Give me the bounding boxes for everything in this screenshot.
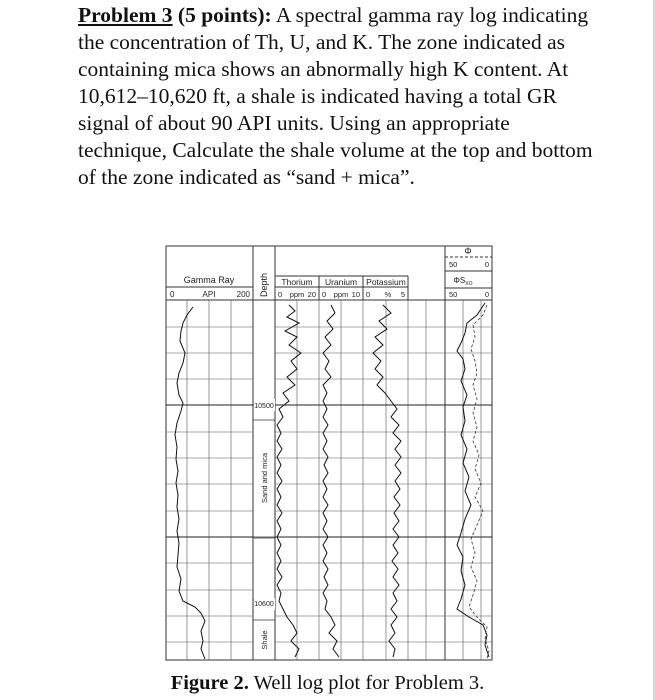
- log-frame: [166, 246, 492, 660]
- phi-sxo-label: $\Phi S_{XO}$: [453, 276, 473, 287]
- gamma-ray-title: Gamma Ray: [183, 275, 235, 285]
- phi-scale-min: 50: [449, 260, 458, 269]
- potassium-scale-unit: %: [384, 290, 392, 299]
- depth-track-title: Depth: [259, 272, 269, 298]
- potassium-header: Potassium: [366, 277, 406, 287]
- gamma-ray-curve: [175, 307, 205, 659]
- gamma-ray-min: 0: [170, 290, 175, 299]
- zone-label-sand-mica: Sand and mica: [260, 452, 269, 504]
- problem-label: Problem 3: [78, 3, 173, 27]
- uranium-scale-min: 0: [322, 290, 327, 299]
- potassium-curve: [373, 305, 401, 657]
- potassium-scale-max: 5: [400, 290, 405, 299]
- problem-text: A spectral gamma ray log indicating the concentration of Th, U, and K. The zone indicated as containing mica shows an abnormally high K content. At 10,612–10,620 ft, a shale is indicated having a total GR signal of about 90 API units. Using an appropriate technique, Calculate the shale volume at the top and bottom of the zone indicated as “sand + mica”.: [78, 3, 593, 189]
- thorium-scale-max: 20: [307, 290, 316, 299]
- problem-points: (5 points):: [177, 3, 272, 27]
- gamma-ray-unit: API: [202, 290, 216, 299]
- zone-label-shale: Shale: [260, 630, 269, 650]
- depth-label-10500: 10500: [254, 403, 274, 410]
- thorium-header: Thorium: [281, 277, 313, 287]
- uranium-header: Uranium: [324, 277, 358, 287]
- sxo-scale-max: 0: [484, 290, 489, 299]
- thorium-curve: [277, 305, 301, 657]
- figure-caption-text: Well log plot for Problem 3.: [253, 672, 485, 694]
- phi-label: Φ: [464, 246, 472, 256]
- sxo-scale-min: 50: [449, 290, 458, 299]
- uranium-scale-unit: ppm: [333, 290, 349, 299]
- phi-scale-max: 0: [484, 260, 489, 269]
- figure-caption-label: Figure 2.: [170, 672, 249, 694]
- depth-label-10600: 10600: [254, 601, 274, 608]
- thorium-scale-min: 0: [278, 290, 283, 299]
- figure-caption: [0, 671, 655, 695]
- thorium-scale-unit: ppm: [289, 290, 305, 299]
- problem-statement: [78, 2, 598, 191]
- well-log-plot: [165, 245, 495, 663]
- potassium-scale-min: 0: [366, 290, 371, 299]
- uranium-scale-max: 10: [351, 290, 360, 299]
- uranium-curve: [323, 305, 339, 657]
- porosity-curve: [469, 305, 489, 659]
- gamma-ray-max: 200: [236, 290, 250, 299]
